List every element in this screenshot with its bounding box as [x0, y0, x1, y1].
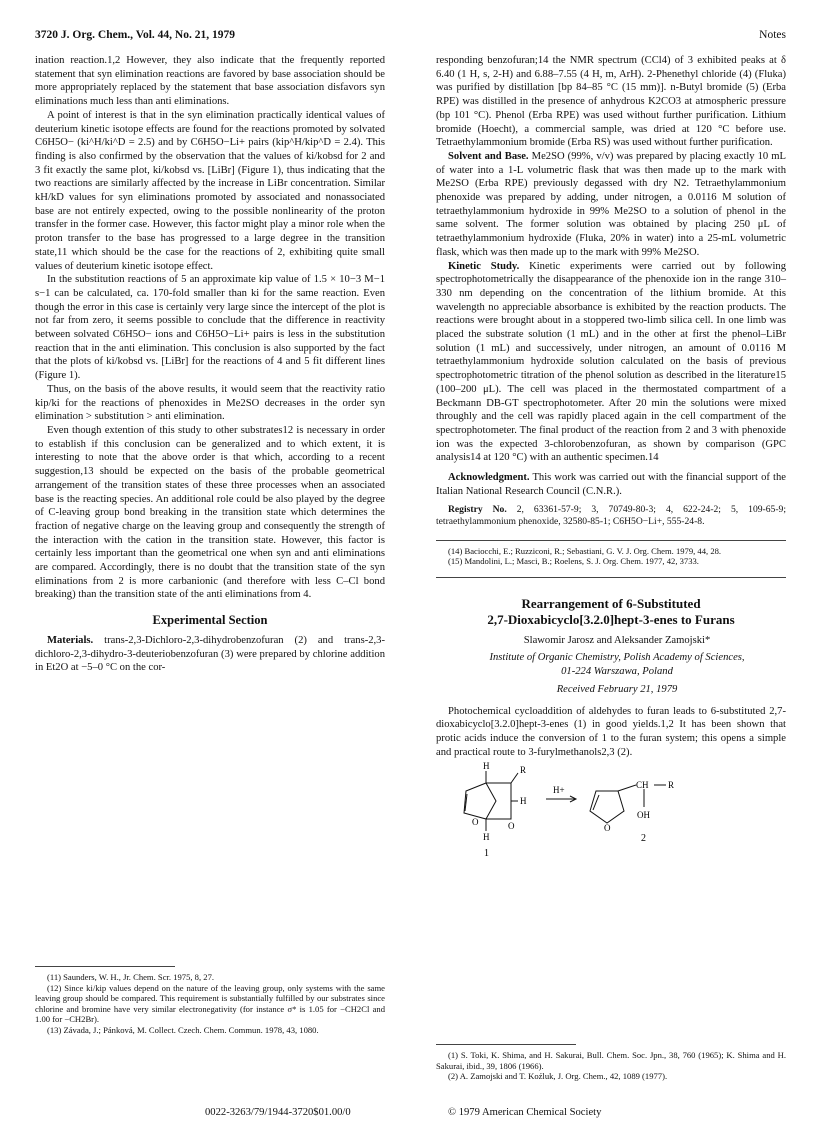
run-in-heading: Kinetic Study. [448, 260, 520, 272]
article-rule [436, 577, 786, 578]
atom-label: O [508, 821, 515, 832]
paragraph-text: Kinetic experiments were carried out by following spectrophotometrically the disappearance of the phenoxide ion in the range 310–330 nm depending on the concentration of the lithium bromide. At this wavelength no appreciable absorbance is exhibited by the reaction products. The reactions were brought about in a stoppered two-limb silica cell. In one limb was placed the substrate solution (1 mL) and in the other at first the phenol–LiBr solution (1 mL) and successively, under nitrogen, an amount of 0.0116 M tetraethylammonium hydroxide solution calculated on the basis of previous spectrophotometric titration of the phenol solution as described in the literature15 (100–200 μL). The cell was placed in the thermostated compartment of a Beckmann DB-GT spectrophotometer. After 20 min the solutions were mixed throughly and the cell was rapidly placed again in the cell compartment of the spectrophotometer. The final product of the reaction from 2 and 3 with phenoxide ion was the expected 3-chlorobenzofuran, as shown by comparison (GPC analysis14 at 120 °C) with an authentic specimen.14 [436, 260, 786, 464]
run-in-heading: Solvent and Base. [448, 150, 529, 162]
paragraph-kinetic [436, 260, 786, 466]
article-title [436, 596, 786, 628]
compound-2-structure [590, 785, 666, 823]
run-in-heading: Materials. [47, 634, 94, 646]
reaction-scheme [436, 761, 786, 861]
paragraph-materials [35, 634, 385, 675]
footer-copyright: © 1979 American Chemical Society [448, 1107, 602, 1118]
atom-label: CH [636, 780, 649, 791]
footnote-rule [35, 966, 175, 967]
arrow-label: H+ [553, 785, 565, 796]
article-title-line: 2,7-Dioxabicyclo[3.2.0]hept-3-enes to Furans [487, 611, 735, 627]
footnote: (11) Saunders, W. H., Jr. Chem. Scr. 1975, 8, 27. [47, 972, 215, 982]
right-column [436, 54, 786, 861]
atom-label: O [604, 823, 611, 834]
affiliation: Institute of Organic Chemistry, Polish Academy of Sciences, [489, 652, 745, 664]
atom-label: R [668, 780, 675, 791]
section-title: Experimental Section [152, 613, 268, 628]
paragraph: Photochemical cycloaddition of aldehydes to furan leads to 6-substituted 2,7-dioxabicyclo[3.2.0]hept-3-enes (1) in good yields.1,2 It has been shown that protic acids induce the conversion of 1 to the furan system; this opens a simple and practical route to 3-furylmethanols2,3 (2). [436, 705, 786, 758]
acknowledgment [436, 471, 786, 498]
atom-label: H [483, 761, 490, 772]
footnote: (2) A. Zamojski and T. Koźluk, J. Org. Chem., 42, 1089 (1977). [448, 1071, 668, 1082]
compound-label-2: 2 [641, 833, 646, 845]
paragraph-text: Me2SO (99%, v/v) was prepared by placing exactly 10 mL of water into a 1-L volumetric flask that was then made up to the mark with Me2SO (Erba RPE) previously degassed with dry N2. Tetraethylammonium phenoxide was prepared by adding, under nitrogen, a 0.0116 M solution of tetraethylammonium hydroxide in 99% Me2SO to a solution of phenol in the same solvent. The former solution was obtained by placing 250 μL of tetraethylammonium hydroxide (Fluka, 20% in water) into a 25-mL volumetric flask, which was then made up to the mark with 99% Me2SO. [436, 150, 786, 258]
run-in-heading: Registry No. [448, 503, 507, 515]
running-header-right: Notes [759, 29, 786, 41]
footnote: (14) Baciocchi, E.; Ruzziconi, R.; Sebastiani, G. V. J. Org. Chem. 1979, 44, 28. [448, 545, 722, 556]
footnote: (13) Závada, J.; Pánková, M. Collect. Czech. Chem. Commun. 1978, 43, 1080. [47, 1024, 319, 1035]
right-footnotes [436, 1036, 786, 1082]
paragraph: Thus, on the basis of the above results, it would seem that the reactivity ratio kip/ki for the reactions of phenoxides in Me2SO decreases in the order syn elimination > substitution > anti elimination. [35, 383, 385, 423]
left-footnotes [35, 958, 385, 1036]
paragraph: ination reaction.1,2 However, they also indicate that the frequently reported statement that syn elimination reactions are favored by base association should be more appropriately replaced by the statement that base association disfavors syn eliminations much less than anti eliminations. [35, 55, 385, 108]
paragraph: A point of interest is that in the syn elimination practically identical values of deuterium kinetic isotope effects are found for the reactions promoted by solvated C6H5O− (ki^H/ki^D = 2.5) and by C6H5O−Li+ pairs (kip^H/kip^D = 2.4). This finding is also confirmed by the observation that the values of ki/kobsd for 2 and 3 fit exactly the same plot, ki/kobsd vs. [LiBr] (Figure 1), thus indicating that the two reactions are similarly affected by the increase in LiBr concentration. Similar kH/kD values for syn eliminations promoted by associated and nonassociated base are not entirely expected, owing to the possible nonlinearity of the proton transfer in the former case. However, this factor might play a minor role when the proton transfer to the base has progressed to a large degree in the transition state,11 which should be the case for the reactions of 2, exhibiting quite small values of deuterium kinetic isotope effect. [35, 109, 385, 272]
run-in-heading: Acknowledgment. [448, 472, 530, 484]
affiliation: 01-224 Warszawa, Poland [561, 666, 673, 678]
paragraph: responding benzofuran;14 the NMR spectrum (CCl4) of 3 exhibited peaks at δ 6.40 (1 H, s, 2-H) and 6.88–7.55 (4 H, m, ArH). 2-Phenethyl chloride (4) (Fluka) was purified by distillation [bp 84–85 °C (15 mm)]. n-Butyl bromide (5) (Erba RPE) was distilled in the presence of anhydrous K2CO3 at atmospheric pressure (bp 101 °C). Phenol (Erba RPE) was used without further purification. Lithium bromide (Hoecht), a commercial sample, was dried at 120 °C before use. Tetraethylammonium bromide (Erba RS) was used without further purification. [436, 55, 786, 149]
running-header-left: 3720 J. Org. Chem., Vol. 44, No. 21, 1979 [35, 29, 235, 41]
paragraph: In the substitution reactions of 5 an approximate kip value of 1.5 × 10−3 M−1 s−1 can be calculated, ca. 170-fold smaller than ki for the same reaction. Even though the error in this case is certainly very large since the intercept of the plot is not far from zero, it seems possible to conclude that the difference in reactivity between solvated C6H5O− ions and C6H5O−Li+ pairs is less in the substitution reaction that in the anti elimination. This conclusion is also supported by the fact that the plots of ki/kobsd vs. [LiBr] for the reactions of 4 and 5 fit different lines (Figure 1). [35, 274, 385, 382]
paragraph-text: 2, 63361-57-9; 3, 70749-80-3; 4, 622-24-2; 5, 109-65-9; tetraethylammonium phenoxide, 32580-85-1; C6H5O−Li+, 555-24-8. [436, 503, 786, 527]
compound-label-1: 1 [484, 848, 489, 860]
paragraph-text: trans-2,3-Dichloro-2,3-dihydrobenzofuran (2) and trans-2,3-dichloro-2,3-dihydro-3-deuteriobenzofuran (3) were prepared by chlorine addition in Et2O at −5–0 °C on the cor- [35, 634, 385, 674]
footnote-rule [436, 1044, 576, 1045]
footer-code: 0022-3263/79/1944-3720$01.00/0 [205, 1107, 351, 1118]
atom-label: H [520, 796, 527, 807]
footnote-rule [436, 540, 786, 541]
reaction-arrow [546, 796, 576, 802]
atom-label: H [483, 832, 490, 843]
atom-label: O [472, 817, 479, 828]
footnote: (15) Mandolini, L.; Masci, B.; Roelens, S. J. Org. Chem. 1977, 42, 3733. [448, 556, 699, 567]
left-column [35, 54, 385, 675]
footnote: (1) S. Toki, K. Shima, and H. Sakurai, Bull. Chem. Soc. Jpn., 38, 760 (1965); K. Shima and H. Sakurai, ibid., 39, 1806 (1966). [436, 1050, 786, 1071]
paragraph: Even though extention of this study to other substrates12 is necessary in order to establish if this conclusion can be generalized and to which extent, it is interesting to note that the above order is that which, according to a recent suggestion,13 should be expected on the basis of the probable geometrical arrangement of the transition states of these three processes when an associated base is the reacting species. An additional role could be also played by the degree of C-leaving group bond breaking in the transition state which determines the fraction of negative charge on the leaving group and consequently the strength of the interaction with the cation in the transition state. However, this factor is certainly less important than the geometrical one when syn and anti eliminations are compared. Accordingly, there is no doubt that the transition state of the syn eliminations from 2 is more carbanionic (and therefore with less C–Cl bond breaking) than the transition state of the anti eliminations from 4. [35, 424, 385, 601]
registry-numbers [436, 504, 786, 528]
footnote: (12) Since ki/kip values depend on the nature of the leaving group, only systems with the same leaving group should be compared. This requirement is substantially fulfilled by our substrates since chlorine and bromine have very similar electronegativity (for instance σ* is 1.05 for −CH2Cl and 1.00 for −CH2Br). [35, 982, 385, 1025]
authors: Slawomir Jarosz and Aleksander Zamojski* [523, 634, 711, 646]
paragraph-solvent [436, 150, 786, 260]
article-title-line: Rearrangement of 6-Substituted [521, 595, 701, 611]
atom-label: R [520, 765, 527, 776]
paragraph-text: This work was carried out with the financial support of the Italian National Research Council (C.N.R.). [436, 472, 786, 497]
atom-label: OH [637, 810, 650, 821]
received-date: Received February 21, 1979 [556, 683, 678, 695]
